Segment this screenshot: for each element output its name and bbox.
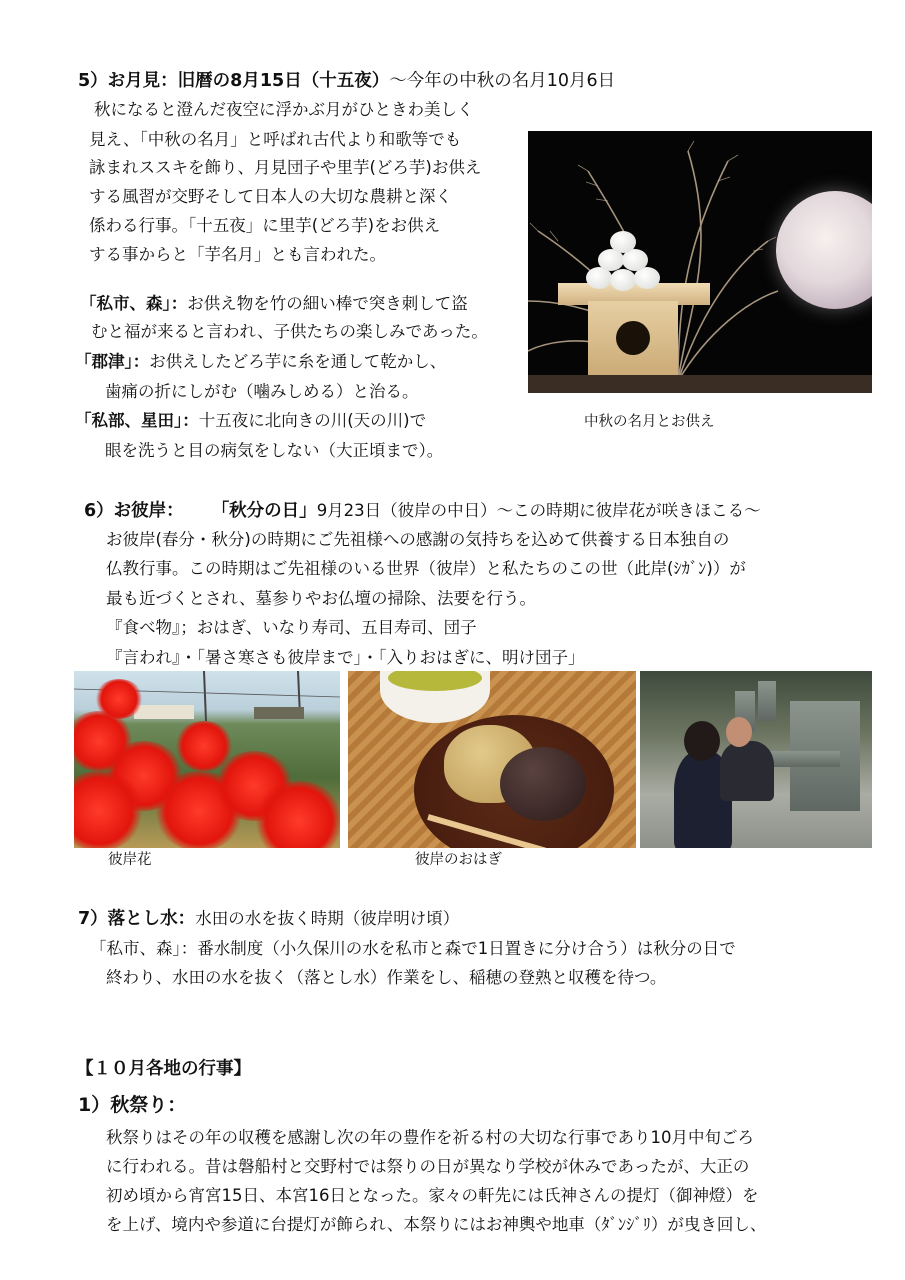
moon-photo-caption: 中秋の名月とお供え: [584, 414, 715, 430]
higanbana-caption: 彼岸花: [108, 852, 152, 868]
stand-hole: [616, 321, 650, 355]
grave-visit-photo: [640, 671, 872, 848]
local-custom-2-cont: 歯痛の折にしがむ（噛みしめる）と治る。: [105, 382, 419, 401]
ohagi-photo: [348, 671, 636, 848]
section7-line-2: 終わり、水田の水を抜く（落とし水）作業をし、稲穂の登熟と収穫を待つ。: [106, 968, 667, 987]
october-line-2: に行われる。昔は磐船村と交野村では祭りの日が異なり学校が休みであったが、大正の: [106, 1157, 750, 1176]
local-custom-2-text: お供えしたどろ芋に糸を通して乾かし、: [149, 352, 447, 371]
section6-heading: [84, 500, 761, 522]
pampas-grass-icon: [528, 131, 872, 393]
red-flower: [94, 679, 144, 719]
section6-heading-bold: 6）お彼岸：: [84, 501, 184, 521]
autumn-festival-heading: 1）秋祭り：: [78, 1094, 187, 1116]
section6-line-3: 最も近づくとされ、墓参りやお仏壇の掃除、法要を行う。: [106, 589, 536, 608]
ohagi-caption: 彼岸のおはぎ: [415, 852, 502, 868]
red-flower: [174, 721, 234, 771]
section5-heading: [78, 70, 615, 92]
section6-heading-sub: 「秋分の日」: [211, 501, 317, 521]
section7-line-1: 「私市、森」：番水制度（小久保川の水を私市と森で1日置きに分け合う）は秋分の日で: [90, 939, 736, 958]
dango: [610, 231, 636, 253]
local-custom-3-label: 「私部、星田」：: [75, 411, 199, 430]
section5-line-4: する風習が交野そして日本人の大切な農耕と深く: [89, 187, 452, 206]
local-custom-3: [75, 411, 426, 431]
october-events-title: 【１０月各地の行事】: [76, 1059, 251, 1079]
section6-line-2: 仏教行事。この時期はご先祖様のいる世界（彼岸）と私たちのこの世（此岸(ｼｶﾞﾝ)）が: [106, 559, 746, 578]
local-custom-3-cont: 眼を洗うと目の病気をしない（大正頃まで）。: [105, 441, 444, 460]
section5-line-3: 詠まれススキを飾り、月見団子や里芋(どろ芋)お供え: [89, 158, 482, 177]
dango: [610, 269, 636, 291]
section6-line-5: 『言われ』・「暑さ寒さも彼岸まで」・「入りおはぎに、明け団子」: [106, 648, 585, 667]
local-custom-2-label: 「郡津」：: [75, 352, 150, 371]
section6-heading-rest: 9月23日（彼岸の中日）〜この時期に彼岸花が咲きほこる〜: [316, 501, 761, 520]
tatami-floor: [528, 375, 872, 393]
person-head: [684, 721, 720, 761]
section5-line-2: 見え、「中秋の名月」と呼ばれ古代より和歌等でも: [89, 130, 462, 149]
section5-line-5: 係わる行事。「十五夜」に里芋(どろ芋)をお供え: [89, 216, 441, 235]
local-custom-1-cont: むと福が来ると言われ、子供たちの楽しみであった。: [91, 322, 488, 341]
anko-ohagi: [500, 747, 586, 821]
higanbana-photo: [74, 671, 340, 848]
october-line-4: を上げ、境内や参道に台提灯が飾られ、本祭りにはお神輿や地車（ﾀﾞﾝｼﾞﾘ）が曳き回し、: [106, 1215, 767, 1234]
section5-heading-bold: 5）お月見：旧暦の8月15日（十五夜）: [78, 71, 390, 91]
gravestone: [758, 681, 776, 721]
section5-line-6: する事からと「芋名月」とも言われた。: [89, 245, 386, 264]
section5-line-1: 秋になると澄んだ夜空に浮かぶ月がひときわ美しく: [94, 100, 474, 119]
person-man: [720, 741, 774, 801]
october-line-1: 秋祭りはその年の収穫を感謝し次の年の豊作を祈る村の大切な行事であり10月中旬ごろ: [106, 1128, 754, 1147]
moon-offering-photo: [528, 131, 872, 393]
october-line-3: 初め頃から宵宮15日、本宮16日となった。家々の軒先には氏神さんの提灯（御神燈）を: [106, 1186, 759, 1205]
local-custom-3-text: 十五夜に北向きの川(天の川)で: [198, 411, 427, 430]
section5-heading-rest: 〜今年の中秋の名月10月6日: [389, 71, 616, 91]
local-custom-1-label: 「私市、森」：: [80, 294, 188, 313]
section7-heading-rest: 水田の水を抜く時期（彼岸明け頃）: [195, 909, 460, 928]
local-custom-1: [80, 294, 468, 314]
section7-heading-bold: 7）落とし水：: [78, 909, 196, 929]
local-custom-2: [75, 352, 446, 372]
local-custom-1-text: お供え物を竹の細い棒で突き刺して盗: [187, 294, 468, 313]
person-head: [726, 717, 752, 747]
section7-heading: [78, 908, 459, 930]
section6-line-4: 『食べ物』；おはぎ、いなり寿司、五目寿司、団子: [106, 618, 477, 637]
section6-line-1: お彼岸(春分・秋分)の時期にご先祖様への感謝の気持ちを込めて供養する日本独自の: [106, 530, 730, 549]
